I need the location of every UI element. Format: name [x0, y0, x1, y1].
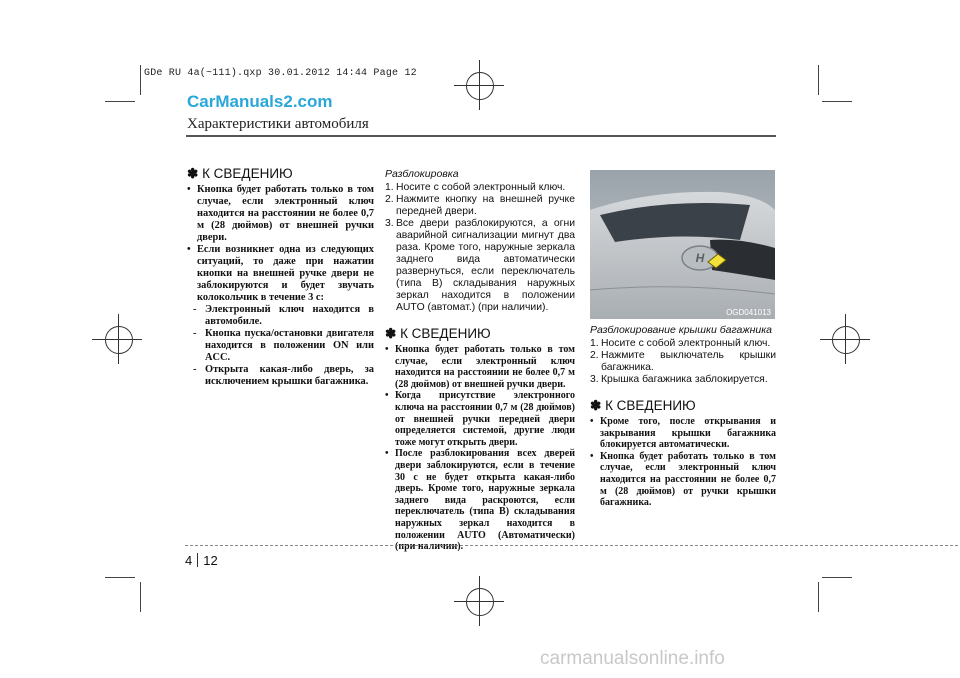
crop-mark	[822, 101, 852, 102]
crop-mark	[818, 65, 819, 95]
crop-mark	[105, 577, 135, 578]
caution-bullet: • Когда присутствие электронного ключа на расстоянии 0,7 м (28 дюймов) от внешней ручки передней двери определяется системой, другие люди тоже могут открыть двери.	[385, 390, 575, 448]
caution-bullet: • Кроме того, после открывания и закрывания крышки багажника блокируется автоматически.	[590, 416, 776, 451]
column-right	[590, 324, 776, 509]
car-rear-illustration	[590, 170, 775, 319]
crop-mark	[140, 65, 141, 95]
crop-mark	[822, 577, 852, 578]
footer-rule	[185, 545, 960, 547]
section-title: Характеристики автомобиля	[187, 116, 369, 132]
watermark-top[interactable]: CarManuals2.com	[187, 92, 333, 111]
svg-text:H: H	[695, 251, 705, 265]
unlock-step: 3. Все двери разблокируются, а огни аварийной сигнализации мигнут два раза. Кроме того, наружные зеркала заднего вида автоматически развернуться, если переключатель (типа B) складывания наружных зеркал находится в положении AUTO (автомат.) (при наличии).	[385, 218, 575, 313]
page-number: 4 12	[185, 553, 218, 568]
trunk-unlock-heading: Разблокирование крышки багажника	[590, 324, 772, 336]
caution-sub-item: - Электронный ключ находится в автомобиле.	[193, 304, 374, 327]
trunk-step: 2. Нажмите выключатель крышки багажника.	[590, 350, 776, 373]
caution-heading: ✽ К СВЕДЕНИЮ	[385, 326, 491, 341]
unlock-step: 1. Носите с собой электронный ключ.	[385, 182, 566, 193]
crop-mark	[105, 101, 135, 102]
unlock-heading: Разблокировка	[385, 168, 459, 180]
caution-bullet: • Если возникнет одна из следующих ситуаций, то даже при нажатии кнопки на внешней ручке двери не заблокируются и будет звучать колокольчик в течение 3 с:	[187, 244, 374, 304]
caution-bullet: • После разблокирования всех дверей двери заблокируются, если в течение 30 с не будет открыта какая-либо дверь. Кроме того, наружные зеркала заднего вида раскроются, если переключатель (типа B) складывания наружных зеркал находится в положении AUTO (Автоматически) (при наличии).	[385, 448, 575, 552]
crop-mark	[818, 582, 819, 612]
print-slug: GDe RU 4a(~111).qxp 30.01.2012 14:44 Page 12	[144, 68, 417, 79]
watermark-bottom[interactable]: carmanualsonline.info	[540, 648, 725, 669]
trunk-step: 1. Носите с собой электронный ключ.	[590, 338, 771, 349]
image-code: OGD041013	[726, 308, 771, 317]
caution-heading: ✽ К СВЕДЕНИЮ	[590, 398, 696, 413]
caution-bullet: • Кнопка будет работать только в том случае, если электронный ключ находится на расстоянии не более 0,7 м (28 дюймов) от внешней ручки двери.	[187, 184, 374, 244]
header-rule	[186, 135, 776, 137]
caution-bullet: • Кнопка будет работать только в том случае, если электронный ключ находится на расстоянии не более 0,7 м (28 дюймов) от внешней ручки двери.	[385, 344, 575, 390]
crop-mark	[140, 582, 141, 612]
trunk-step: 3. Крышка багажника заблокируется.	[590, 374, 768, 385]
caution-heading: ✽ К СВЕДЕНИЮ	[187, 166, 293, 181]
column-left	[187, 166, 374, 388]
column-middle	[385, 168, 575, 553]
car-trunk-photo	[590, 170, 775, 319]
caution-bullet: • Кнопка будет работать только в том случае, если электронный ключ находится на расстоянии не более 0,7 м (28 дюймов) от ручки крышки багажника.	[590, 451, 776, 509]
caution-sub-item: - Кнопка пуска/остановки двигателя находится в положении ON или ACC.	[193, 328, 374, 363]
unlock-step: 2. Нажмите кнопку на внешней ручке передней двери.	[385, 194, 575, 217]
caution-sub-item: - Открыта какая-либо дверь, за исключением крышки багажника.	[193, 364, 374, 387]
